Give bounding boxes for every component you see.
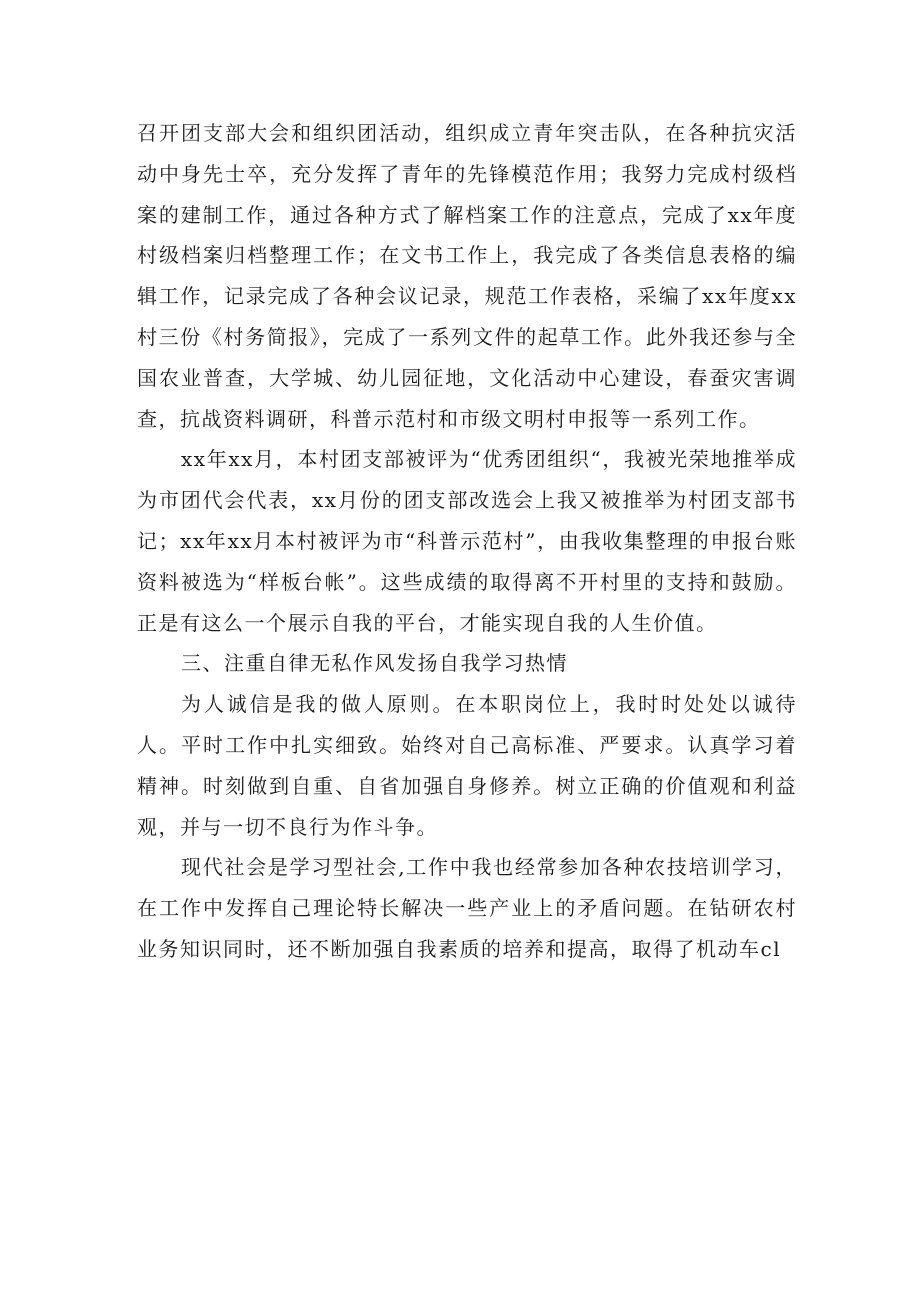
document-body <box>137 113 797 970</box>
paragraph-work-summary: 召开团支部大会和组织团活动，组织成立青年突击队，在各种抗灾活动中身先士卒，充分发挥了青年的先锋模范作用；我努力完成村级档案的建制工作，通过各种方式了解档案工作的注意点，完成了xx年度村级档案归档整理工作；在文书工作上，我完成了各类信息表格的编辑工作，记录完成了各种会议记录，规范工作表格，采编了xx年度xx村三份《村务简报》，完成了一系列文件的起草工作。此外我还参与全国农业普查，大学城、幼儿园征地，文化活动中心建设，春蚕灾害调查，抗战资料调研，科普示范村和市级文明村申报等一系列工作。 <box>137 121 797 431</box>
section-heading-3: 三、注重自律无私作风发扬自我学习热情 <box>181 651 568 676</box>
paragraph-achievements: xx年xx月，本村团支部被评为“优秀团组织“，我被光荣地推举成为市团代会代表，xx月份的团支部改选会上我又被推举为村团支部书记；xx年xx月本村被评为市“科普示范村”，由我收集整理的申报台账资料被选为“样板台帐”。这些成绩的取得离不开村里的支持和鼓励。正是有这么一个展示自我的平台，才能实现自我的人生价值。 <box>137 447 797 635</box>
paragraph-learning: 现代社会是学习型社会,工作中我也经常参加各种农技培训学习，在工作中发挥自己理论特长解决一些产业上的矛盾问题。在钻研农村业务知识同时，还不断加强自我素质的培养和提高，取得了机动车cl <box>137 855 797 961</box>
paragraph-integrity: 为人诚信是我的做人原则。在本职岗位上，我时时处处以诚待人。平时工作中扎实细致。始终对自己高标准、严要求。认真学习着精神。时刻做到自重、自省加强自身修养。树立正确的价值观和利益观，并与一切不良行为作斗争。 <box>137 692 797 839</box>
